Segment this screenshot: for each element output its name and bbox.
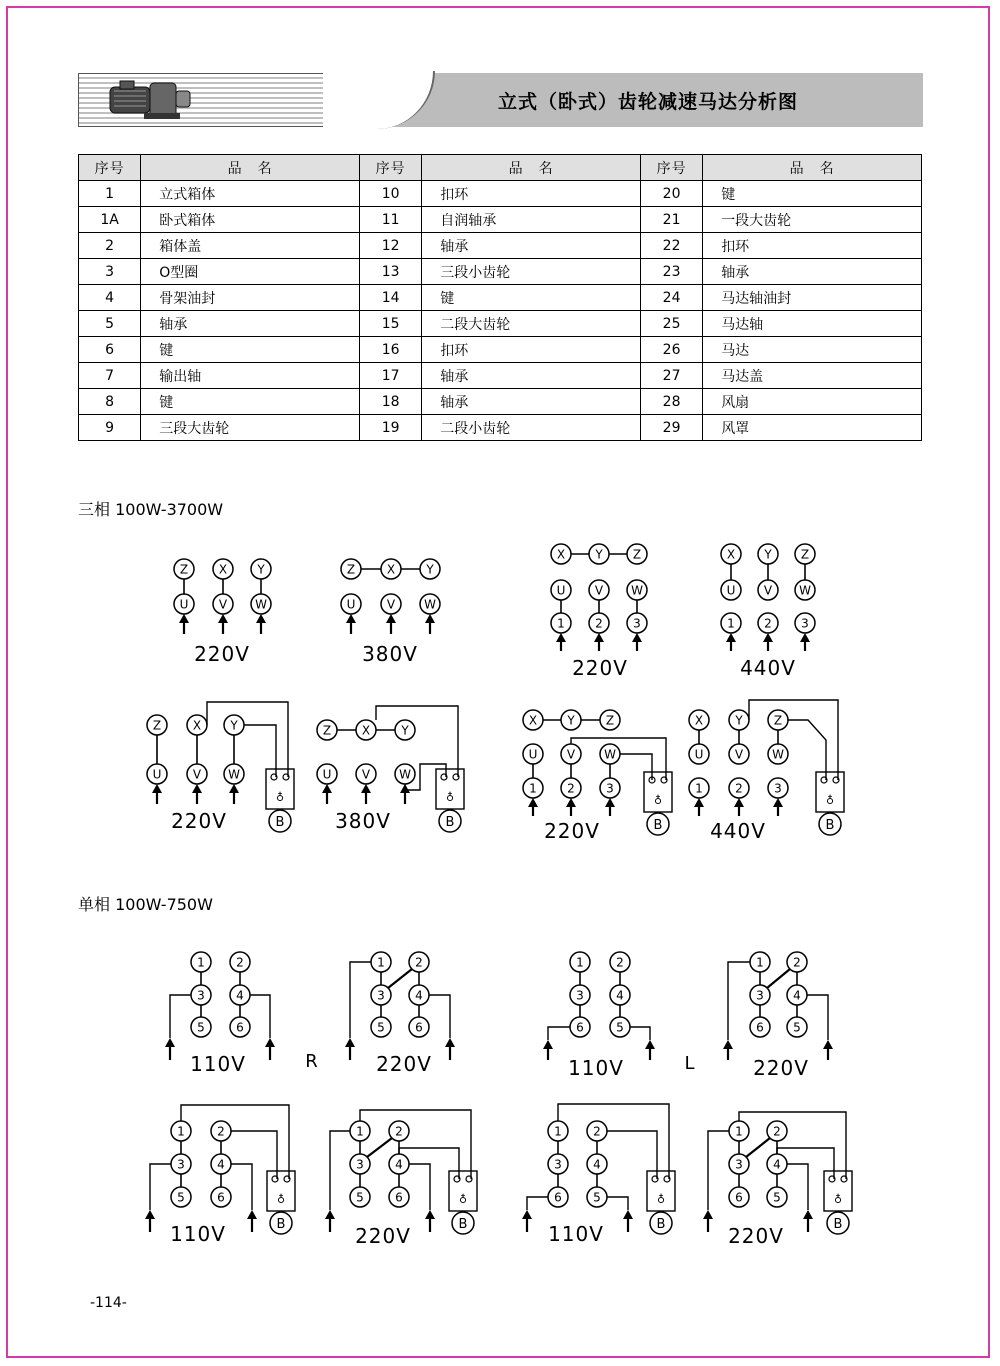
part-number-cell: 11	[360, 207, 422, 233]
terminal-label: U	[152, 767, 162, 782]
brake-label: B	[445, 815, 455, 830]
arrow-icon	[605, 798, 615, 807]
terminal-label: 3	[177, 1157, 185, 1172]
terminal-label: 2	[595, 616, 603, 631]
voltage-label: 220V	[572, 656, 628, 680]
part-number-cell: 1A	[79, 207, 141, 233]
terminal-label: W	[424, 597, 436, 612]
col-header: 序号	[79, 155, 141, 181]
arrow-icon	[152, 784, 162, 793]
terminal-label: 5	[177, 1190, 185, 1205]
arrow-icon	[522, 1210, 532, 1219]
part-name-cell: 轴承	[422, 363, 641, 389]
part-name-cell: 键	[703, 181, 922, 207]
voltage-label: 220V	[728, 1224, 784, 1248]
terminal-label: 1	[695, 781, 703, 796]
terminal-label: 4	[793, 988, 801, 1003]
wire	[350, 962, 371, 1038]
part-name-cell: 马达轴油封	[703, 285, 922, 311]
part-number-cell: 21	[640, 207, 702, 233]
terminal-label: 3	[554, 1157, 562, 1172]
voltage-label: 380V	[362, 642, 418, 666]
brake-label: B	[833, 1217, 843, 1232]
terminal-label: U	[726, 583, 736, 598]
terminal-label: 1	[557, 616, 565, 631]
terminal-label: 6	[236, 1020, 244, 1035]
terminal-label: 4	[415, 988, 423, 1003]
voltage-label: 110V	[170, 1222, 226, 1246]
rectifier-icon: ♁	[276, 1193, 286, 1206]
terminal-label: 2	[616, 955, 624, 970]
terminal-label: Y	[230, 718, 238, 733]
brake-label: B	[825, 818, 835, 833]
rectifier-icon: ♁	[656, 1193, 666, 1206]
terminal-label: 1	[756, 955, 764, 970]
wire	[150, 1164, 171, 1210]
terminal-label: W	[399, 767, 411, 782]
part-number-cell: 14	[360, 285, 422, 311]
part-number-cell: 3	[79, 259, 141, 285]
part-number-cell: 25	[640, 311, 702, 337]
wire	[739, 1112, 846, 1179]
rectifier-icon: ♁	[445, 791, 455, 804]
voltage-label: 220V	[171, 809, 227, 833]
brake-label: B	[276, 1217, 286, 1232]
part-name-cell: 轴承	[422, 389, 641, 415]
part-name-cell: 二段小齿轮	[422, 415, 641, 441]
brake-label: B	[458, 1217, 468, 1232]
terminal-label: Z	[773, 713, 783, 728]
part-name-cell: 箱体盖	[141, 233, 360, 259]
wire	[728, 962, 750, 1040]
terminal-label: 6	[217, 1190, 225, 1205]
terminal-label: Y	[595, 547, 603, 562]
terminal-label: 5	[793, 1020, 801, 1035]
voltage-label: 220V	[376, 1052, 432, 1076]
arrow-icon	[566, 798, 576, 807]
wire	[250, 995, 270, 1038]
wire	[231, 1164, 252, 1210]
part-number-cell: 12	[360, 233, 422, 259]
terminal-label: V	[763, 583, 773, 598]
wire	[360, 1110, 471, 1179]
part-name-cell: 立式箱体	[141, 181, 360, 207]
col-header: 序号	[640, 155, 702, 181]
terminal-label: X	[386, 562, 396, 577]
arrow-icon	[145, 1210, 155, 1219]
arrow-icon	[346, 614, 356, 623]
terminal-label: 5	[356, 1190, 364, 1205]
part-number-cell: 28	[640, 389, 702, 415]
terminal-label: 2	[793, 955, 801, 970]
part-number-cell: 15	[360, 311, 422, 337]
page-title: 立式（卧式）齿轮减速马达分析图	[498, 91, 799, 113]
part-number-cell: 16	[360, 337, 422, 363]
three-phase-label: 三相 100W-3700W	[78, 500, 224, 519]
arrow-icon	[773, 798, 783, 807]
terminal-label: W	[604, 747, 616, 762]
terminal-label: 2	[764, 616, 772, 631]
part-name-cell: 轴承	[703, 259, 922, 285]
wire	[807, 995, 828, 1040]
arrow-icon	[823, 1040, 833, 1049]
terminal-label: 3	[197, 988, 205, 1003]
arrow-icon	[703, 1210, 713, 1219]
part-number-cell: 8	[79, 389, 141, 415]
terminal-label: 1	[576, 955, 584, 970]
part-name-cell: 扣环	[422, 181, 641, 207]
arrow-icon	[425, 614, 435, 623]
part-name-cell: 卧式箱体	[141, 207, 360, 233]
arrow-icon	[386, 614, 396, 623]
part-name-cell: 风罩	[703, 415, 922, 441]
terminal-label: 6	[395, 1190, 403, 1205]
wire	[788, 720, 826, 780]
terminal-label: W	[255, 597, 267, 612]
terminal-label: 5	[773, 1190, 781, 1205]
arrow-icon	[723, 1040, 733, 1049]
terminal-label: 2	[593, 1124, 601, 1139]
terminal-label: 3	[756, 988, 764, 1003]
wire	[548, 1027, 570, 1040]
wire	[388, 969, 412, 988]
arrow-icon	[763, 633, 773, 642]
terminal-label: V	[192, 767, 202, 782]
terminal-label: Z	[800, 547, 810, 562]
part-number-cell: 24	[640, 285, 702, 311]
part-name-cell: 二段大齿轮	[422, 311, 641, 337]
voltage-label: 440V	[740, 656, 796, 680]
part-name-cell: 三段大齿轮	[141, 415, 360, 441]
terminal-label: U	[346, 597, 356, 612]
brake-label: B	[275, 815, 285, 830]
terminal-label: X	[192, 718, 202, 733]
part-number-cell: 5	[79, 311, 141, 337]
terminal-label: 3	[735, 1157, 743, 1172]
terminal-label: 1	[356, 1124, 364, 1139]
part-name-cell: 轴承	[422, 233, 641, 259]
arrow-icon	[425, 1210, 435, 1219]
part-number-cell: 2	[79, 233, 141, 259]
part-name-cell: O型圈	[141, 259, 360, 285]
wire	[367, 1138, 392, 1157]
wire	[746, 1138, 770, 1157]
voltage-label: R	[305, 1051, 319, 1072]
arrow-icon	[192, 784, 202, 793]
terminal-label: W	[228, 767, 240, 782]
terminal-label: 3	[801, 616, 809, 631]
terminal-label: 5	[197, 1020, 205, 1035]
terminal-label: 3	[356, 1157, 364, 1172]
terminal-label: 2	[217, 1124, 225, 1139]
arrow-icon	[229, 784, 239, 793]
part-number-cell: 17	[360, 363, 422, 389]
terminal-label: Y	[426, 562, 434, 577]
single-phase-label: 单相 100W-750W	[78, 895, 213, 914]
brake-label: B	[653, 818, 663, 833]
arrow-icon	[694, 798, 704, 807]
terminal-label: W	[799, 583, 811, 598]
arrow-icon	[256, 614, 266, 623]
terminal-label: 1	[727, 616, 735, 631]
arrow-icon	[179, 614, 189, 623]
arrow-icon	[322, 784, 332, 793]
voltage-label: 220V	[753, 1056, 809, 1080]
terminal-label: Y	[401, 723, 409, 738]
terminal-label: 1	[377, 955, 385, 970]
terminal-label: U	[322, 767, 332, 782]
part-name-cell: 一段大齿轮	[703, 207, 922, 233]
arrow-icon	[594, 633, 604, 642]
terminal-label: U	[528, 747, 538, 762]
part-name-cell: 三段小齿轮	[422, 259, 641, 285]
arrow-icon	[361, 784, 371, 793]
rectifier-icon: ♁	[653, 794, 663, 807]
terminal-label: 2	[395, 1124, 403, 1139]
arrow-icon	[218, 614, 228, 623]
part-number-cell: 13	[360, 259, 422, 285]
terminal-label: Y	[735, 713, 743, 728]
col-header: 品 名	[141, 155, 360, 181]
wire	[787, 1164, 808, 1210]
arrow-icon	[556, 633, 566, 642]
terminal-label: 3	[633, 616, 641, 631]
part-name-cell: 键	[141, 389, 360, 415]
terminal-label: X	[694, 713, 704, 728]
part-name-cell: 键	[422, 285, 641, 311]
part-number-cell: 27	[640, 363, 702, 389]
terminal-label: Y	[567, 713, 575, 728]
terminal-label: Z	[346, 562, 356, 577]
wire	[630, 1027, 650, 1040]
arrow-icon	[528, 798, 538, 807]
rectifier-icon: ♁	[833, 1193, 843, 1206]
part-name-cell: 轴承	[141, 311, 360, 337]
terminal-label: Z	[605, 713, 615, 728]
terminal-label: 4	[217, 1157, 225, 1172]
terminal-label: W	[772, 747, 784, 762]
part-name-cell: 马达	[703, 337, 922, 363]
terminal-label: 1	[554, 1124, 562, 1139]
wire	[429, 995, 450, 1038]
part-name-cell: 马达盖	[703, 363, 922, 389]
voltage-label: 440V	[710, 819, 766, 843]
part-name-cell: 风扇	[703, 389, 922, 415]
terminal-label: 2	[567, 781, 575, 796]
arrow-icon	[632, 633, 642, 642]
arrow-icon	[800, 633, 810, 642]
wire	[708, 1131, 729, 1210]
terminal-label: 3	[576, 988, 584, 1003]
terminal-label: 5	[593, 1190, 601, 1205]
terminal-label: X	[556, 547, 566, 562]
col-header: 序号	[360, 155, 422, 181]
arrow-icon	[247, 1210, 257, 1219]
part-name-cell: 扣环	[703, 233, 922, 259]
arrow-icon	[623, 1210, 633, 1219]
terminal-label: 6	[554, 1190, 562, 1205]
part-number-cell: 4	[79, 285, 141, 311]
terminal-label: 6	[576, 1020, 584, 1035]
arrow-icon	[345, 1038, 355, 1047]
voltage-label: 380V	[335, 809, 391, 833]
terminal-label: V	[386, 597, 396, 612]
terminal-label: 4	[236, 988, 244, 1003]
wire	[558, 1104, 669, 1179]
terminal-label: X	[726, 547, 736, 562]
part-number-cell: 9	[79, 415, 141, 441]
arrow-icon	[645, 1040, 655, 1049]
terminal-label: 4	[616, 988, 624, 1003]
terminal-label: 5	[377, 1020, 385, 1035]
terminal-label: X	[361, 723, 371, 738]
terminal-label: V	[734, 747, 744, 762]
terminal-label: 2	[773, 1124, 781, 1139]
wire	[607, 1197, 628, 1210]
terminal-label: 6	[415, 1020, 423, 1035]
terminal-label: X	[528, 713, 538, 728]
terminal-label: Z	[632, 547, 642, 562]
voltage-label: 220V	[355, 1224, 411, 1248]
part-number-cell: 22	[640, 233, 702, 259]
terminal-label: U	[179, 597, 189, 612]
terminal-label: 1	[197, 955, 205, 970]
arrow-icon	[803, 1210, 813, 1219]
part-number-cell: 20	[640, 181, 702, 207]
arrow-icon	[325, 1210, 335, 1219]
voltage-label: 220V	[194, 642, 250, 666]
terminal-label: Z	[152, 718, 162, 733]
terminal-label: 5	[616, 1020, 624, 1035]
terminal-label: V	[594, 583, 604, 598]
arrow-icon	[543, 1040, 553, 1049]
voltage-label: 220V	[544, 819, 600, 843]
terminal-label: V	[218, 597, 228, 612]
terminal-label: Z	[322, 723, 332, 738]
rectifier-icon: ♁	[825, 794, 835, 807]
part-number-cell: 7	[79, 363, 141, 389]
part-number-cell: 1	[79, 181, 141, 207]
terminal-label: U	[694, 747, 704, 762]
terminal-label: 3	[774, 781, 782, 796]
terminal-label: 4	[773, 1157, 781, 1172]
part-name-cell: 键	[141, 337, 360, 363]
wire	[170, 995, 191, 1038]
arrow-icon	[734, 798, 744, 807]
rectifier-icon: ♁	[458, 1193, 468, 1206]
wire	[749, 700, 838, 780]
part-name-cell: 输出轴	[141, 363, 360, 389]
terminal-label: 6	[735, 1190, 743, 1205]
col-header: 品 名	[422, 155, 641, 181]
part-name-cell: 骨架油封	[141, 285, 360, 311]
part-number-cell: 18	[360, 389, 422, 415]
page-number: -114-	[90, 1295, 127, 1311]
part-number-cell: 26	[640, 337, 702, 363]
terminal-label: W	[631, 583, 643, 598]
part-number-cell: 19	[360, 415, 422, 441]
part-name-cell: 扣环	[422, 337, 641, 363]
terminal-label: 3	[377, 988, 385, 1003]
terminal-label: Z	[179, 562, 189, 577]
terminal-label: 1	[177, 1124, 185, 1139]
wire	[409, 1164, 430, 1210]
part-number-cell: 23	[640, 259, 702, 285]
voltage-label: 110V	[548, 1222, 604, 1246]
terminal-label: X	[218, 562, 228, 577]
voltage-label: 110V	[568, 1056, 624, 1080]
wire	[330, 1131, 350, 1210]
part-name-cell: 马达轴	[703, 311, 922, 337]
part-number-cell: 10	[360, 181, 422, 207]
wire	[181, 1105, 289, 1179]
terminal-label: 1	[735, 1124, 743, 1139]
wire	[767, 969, 790, 988]
terminal-label: 2	[236, 955, 244, 970]
part-name-cell: 自润轴承	[422, 207, 641, 233]
terminal-label: Y	[764, 547, 772, 562]
arrow-icon	[165, 1038, 175, 1047]
terminal-label: 4	[593, 1157, 601, 1172]
part-number-cell: 6	[79, 337, 141, 363]
voltage-label: L	[684, 1053, 696, 1074]
terminal-label: 4	[395, 1157, 403, 1172]
rectifier-icon: ♁	[275, 791, 285, 804]
terminal-label: 1	[529, 781, 537, 796]
terminal-label: 6	[756, 1020, 764, 1035]
arrow-icon	[265, 1038, 275, 1047]
terminal-label: U	[556, 583, 566, 598]
wire	[527, 1197, 548, 1210]
arrow-icon	[445, 1038, 455, 1047]
part-number-cell: 29	[640, 415, 702, 441]
terminal-label: V	[566, 747, 576, 762]
voltage-label: 110V	[190, 1052, 246, 1076]
col-header: 品 名	[703, 155, 922, 181]
terminal-label: Y	[257, 562, 265, 577]
terminal-label: V	[361, 767, 371, 782]
terminal-label: 2	[415, 955, 423, 970]
terminal-label: 2	[735, 781, 743, 796]
brake-label: B	[656, 1217, 666, 1232]
arrow-icon	[726, 633, 736, 642]
terminal-label: 3	[606, 781, 614, 796]
